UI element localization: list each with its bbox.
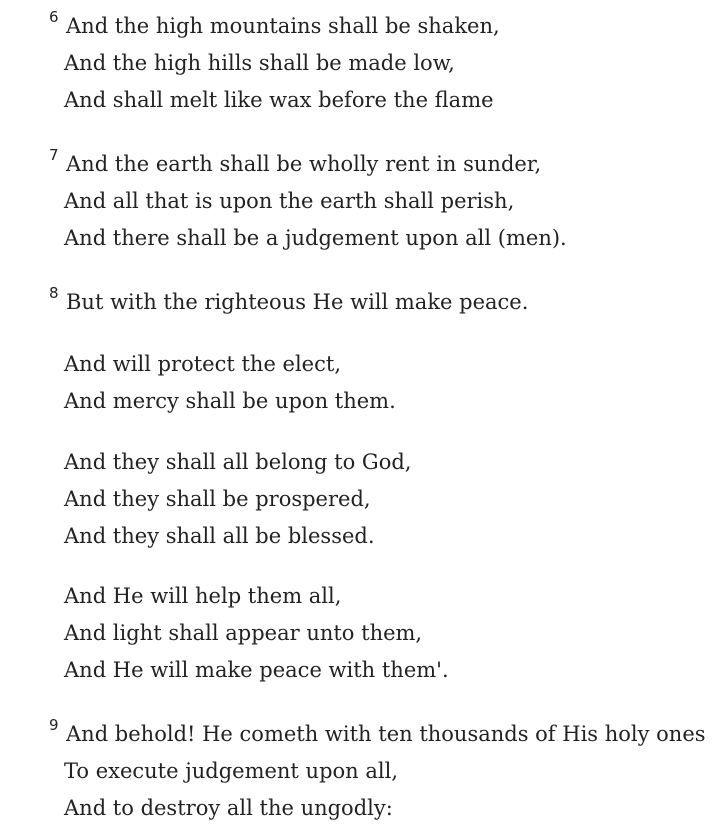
verse-line: And they shall all belong to God, <box>64 450 412 474</box>
verse-text: And the high mountains shall be shaken, <box>66 14 500 38</box>
verse-line: And He will help them all, <box>64 584 342 608</box>
verse-number: 7 <box>49 146 59 164</box>
verse-number: 6 <box>49 8 59 26</box>
stanza-verse-9 <box>0 716 720 827</box>
verse-line <box>0 8 720 45</box>
stanza-verse-6 <box>0 8 720 119</box>
verse-line: And the high hills shall be made low, <box>64 51 455 75</box>
verse-line: And shall melt like wax before the flame <box>64 88 494 112</box>
stanza-verse-7 <box>0 146 720 257</box>
verse-line: And there shall be a judgement upon all (men). <box>64 226 567 250</box>
verse-line <box>0 284 720 321</box>
verse-line: And they shall all be blessed. <box>64 524 375 548</box>
verse-line: To execute judgement upon all, <box>64 759 398 783</box>
verse-line: And they shall be prospered, <box>64 487 371 511</box>
stanza-protect <box>0 346 720 420</box>
verse-line: And He will make peace with them'. <box>64 658 449 682</box>
stanza-verse-8 <box>0 284 720 321</box>
verse-text: But with the righteous He will make peace. <box>66 290 529 314</box>
verse-line: And mercy shall be upon them. <box>64 389 396 413</box>
stanza-help <box>0 578 720 689</box>
verse-text: And the earth shall be wholly rent in sunder, <box>66 152 542 176</box>
stanza-belong <box>0 444 720 555</box>
verse-line <box>0 716 720 753</box>
verse-line: And will protect the elect, <box>64 352 341 376</box>
verse-line: And light shall appear unto them, <box>64 621 423 645</box>
verse-line: And all that is upon the earth shall perish, <box>64 189 515 213</box>
verse-text: And behold! He cometh with ten thousands of His holy ones <box>66 722 706 746</box>
verse-number: 8 <box>49 284 59 302</box>
verse-line: And to destroy all the ungodly: <box>64 796 393 820</box>
verse-line <box>0 146 720 183</box>
verse-number: 9 <box>49 716 59 734</box>
